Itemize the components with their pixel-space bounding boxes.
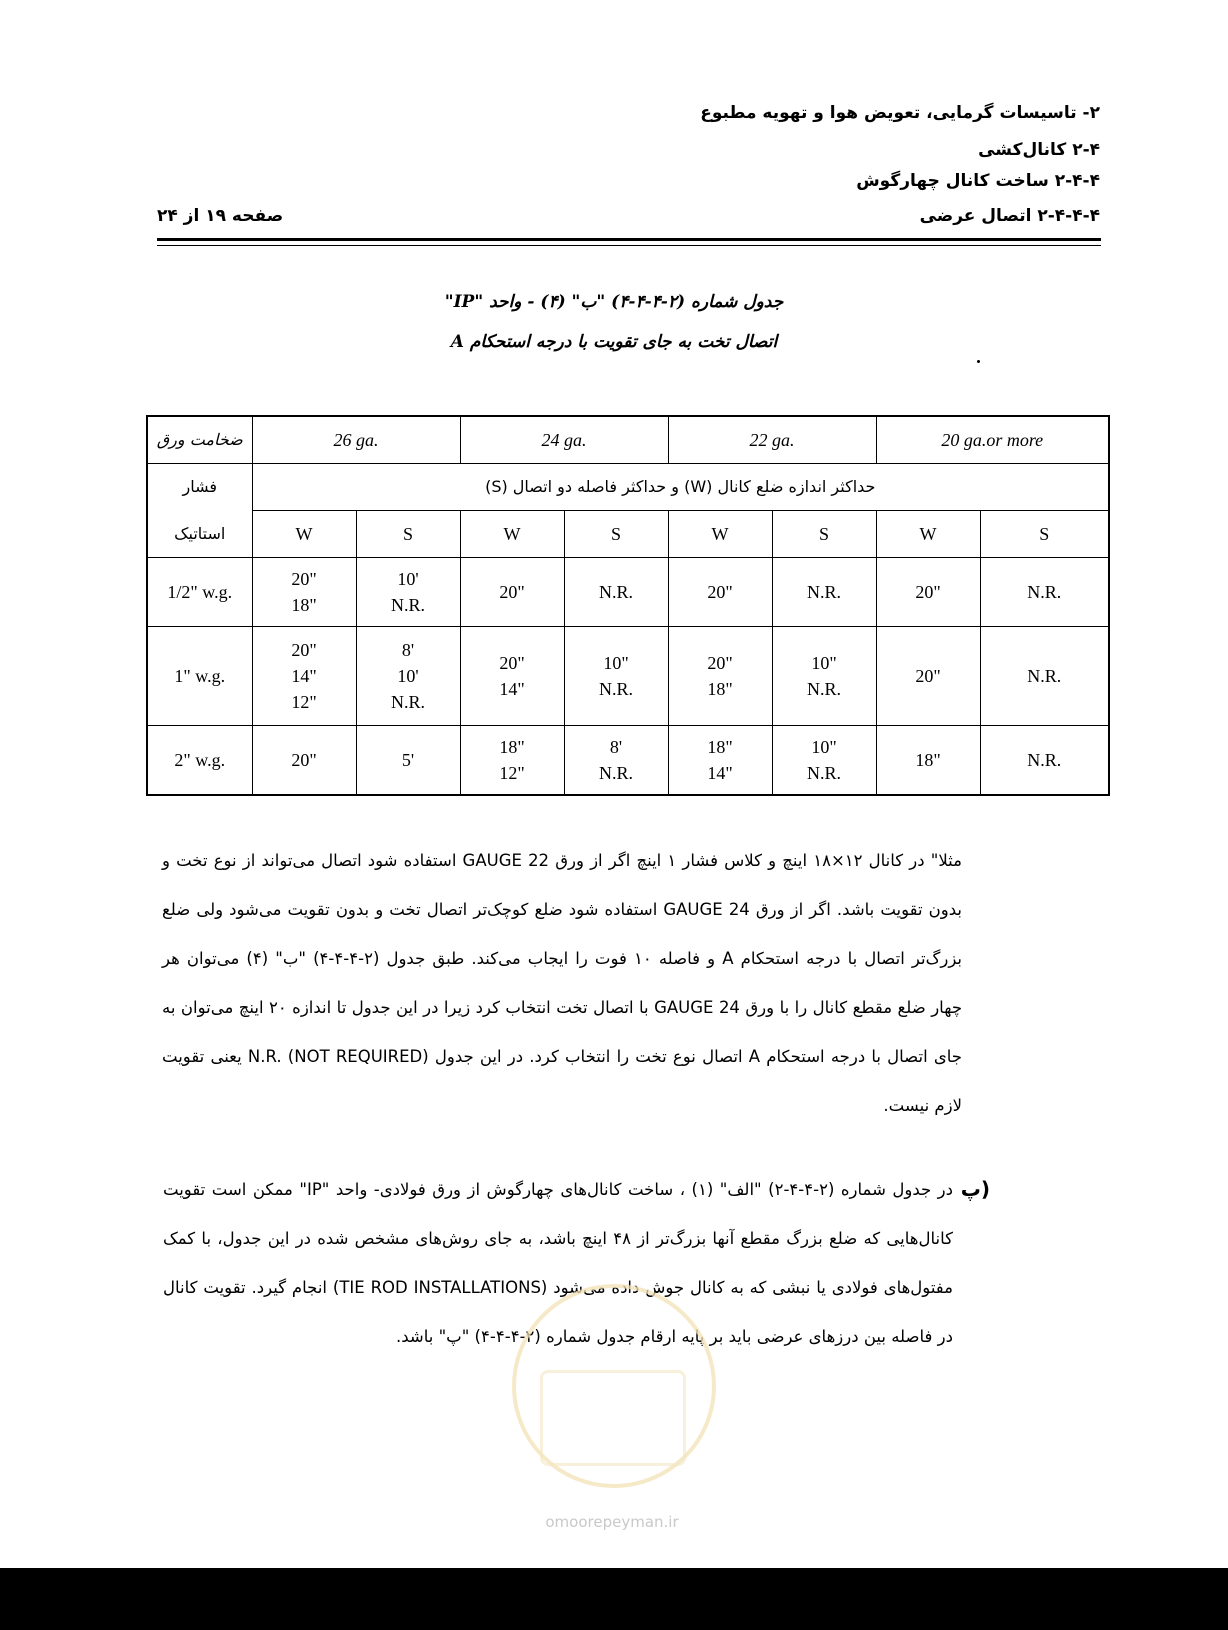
value-cell: 10" N.R. — [772, 726, 876, 796]
paragraph-marker: پ) — [960, 1177, 990, 1201]
value-cell: 20" 18" — [668, 627, 772, 726]
reinforcement-table — [146, 415, 1110, 796]
value-cell: 20" — [876, 627, 980, 726]
value-cell: 20" — [460, 558, 564, 627]
column-header-w: W — [876, 511, 980, 558]
column-header-s: S — [772, 511, 876, 558]
pressure-cell: 1/2" w.g. — [147, 558, 252, 627]
span-header: حداکثر اندازه ضلع کانال (W) و حداکثر فاصله دو اتصال (S) — [252, 464, 1109, 511]
example-paragraph: مثلا" در کانال ۱۲×۱۸ اینچ و کلاس فشار ۱ اینچ اگر از ورق 22 GAUGE استفاده شود اتصال می‌تواند از نوع تخت و بدون تقویت باشد. اگر از ورق 24 GAUGE استفاده شود ضلع کوچک‌تر اتصال تخت و بدون تقویت می‌شود ولی ضلع بزرگ‌تر اتصال با درجه استحکام A و فاصله ۱۰ فوت را ایجاب می‌کند. طبق جدول (۲-۴-۴-۴) "ب" (۴) می‌توان هر چهار ضلع مقطع کانال را با ورق 24 GAUGE با اتصال تخت انتخاب کرد زیرا در این جدول تا اندازه ۲۰ اینچ می‌توان به جای اتصال با درجه استحکام A اتصال نوع تخت را انتخاب کرد. در این جدول N.R. (NOT REQUIRED) یعنی تقویت لازم نیست. — [162, 851, 963, 1115]
header-line-4: ۲-۴-۴-۴ اتصال عرضی — [919, 206, 1100, 226]
value-cell: 18" — [876, 726, 980, 796]
page-number: صفحه ۱۹ از ۲۴ — [157, 206, 284, 226]
table-row-span-header — [147, 464, 1109, 511]
value-cell: 20" — [876, 558, 980, 627]
table-row — [147, 558, 1109, 627]
value-cell: 18" 12" — [460, 726, 564, 796]
tie-rod-paragraph: در جدول شماره (۲-۴-۴-۲) "الف" (۱) ، ساخت کانال‌های چهارگوش از ورق فولادی- واحد "IP" ممکن است تقویت کانال‌هایی که ضلع بزرگ مقطع آنها بزرگ‌تر از ۴۸ اینچ باشد، به جای روش‌های مشخص شده در این جدول، با کمک مفتول‌های فولادی یا نبشی که به کانال جوش داده می‌شود (TIE ROD INSTALLATIONS) انجام گیرد. تقویت کانال در فاصله بین درزهای عرضی باید بر پایه ارقام جدول شماره (۲-۴-۴-۴) "پ" باشد. — [163, 1180, 953, 1346]
value-cell: N.R. — [772, 558, 876, 627]
value-cell: N.R. — [980, 726, 1109, 796]
header-rule-thick — [157, 238, 1101, 241]
watermark-url: omoorepeyman.ir — [545, 1513, 679, 1531]
pressure-label-2: استاتیک — [147, 511, 252, 558]
value-cell: N.R. — [564, 558, 668, 627]
gauge-header: 26 ga. — [252, 416, 460, 464]
column-header-w: W — [668, 511, 772, 558]
corner-label: ضخامت ورق — [147, 416, 252, 464]
column-header-w: W — [252, 511, 356, 558]
value-cell: 20" 14" 12" — [252, 627, 356, 726]
gauge-header: 24 ga. — [460, 416, 668, 464]
header-line-1: ۲- تاسیسات گرمایی، تعویض هوا و تهویه مطبوع — [700, 103, 1100, 123]
value-cell: N.R. — [980, 627, 1109, 726]
gauge-header: 22 ga. — [668, 416, 876, 464]
bottom-black-bar — [0, 1568, 1228, 1630]
value-cell: 8' N.R. — [564, 726, 668, 796]
column-header-s: S — [980, 511, 1109, 558]
table-row — [147, 627, 1109, 726]
value-cell: 10" N.R. — [772, 627, 876, 726]
watermark-emblem — [540, 1370, 686, 1466]
value-cell: 10' N.R. — [356, 558, 460, 627]
value-cell: 20" — [668, 558, 772, 627]
header-rule-thin — [157, 245, 1101, 246]
column-header-s: S — [564, 511, 668, 558]
pressure-cell: 1" w.g. — [147, 627, 252, 726]
value-cell: 18" 14" — [668, 726, 772, 796]
header-line-3: ۲-۴-۴ ساخت کانال چهارگوش — [856, 171, 1100, 191]
value-cell: 20" 14" — [460, 627, 564, 726]
pressure-label-1: فشار — [147, 464, 252, 511]
value-cell: 8' 10' N.R. — [356, 627, 460, 726]
column-header-s: S — [356, 511, 460, 558]
pressure-cell: 2" w.g. — [147, 726, 252, 796]
value-cell: 20" 18" — [252, 558, 356, 627]
table-row — [147, 726, 1109, 796]
value-cell: 10" N.R. — [564, 627, 668, 726]
value-cell: 20" — [252, 726, 356, 796]
column-header-w: W — [460, 511, 564, 558]
stray-dot — [977, 360, 980, 363]
table-caption-title: جدول شماره (۲-۴-۴-۴) "ب" (۴) - واحد "IP" — [444, 292, 784, 312]
header-line-2: ۲-۴ کانال‌کشی — [978, 140, 1100, 160]
table-row-gauges — [147, 416, 1109, 464]
table-row-ws — [147, 511, 1109, 558]
value-cell: 5' — [356, 726, 460, 796]
value-cell: N.R. — [980, 558, 1109, 627]
gauge-header: 20 ga.or more — [876, 416, 1109, 464]
table-caption-subtitle: اتصال تخت به جای تقویت با درجه استحکام A — [450, 332, 778, 352]
